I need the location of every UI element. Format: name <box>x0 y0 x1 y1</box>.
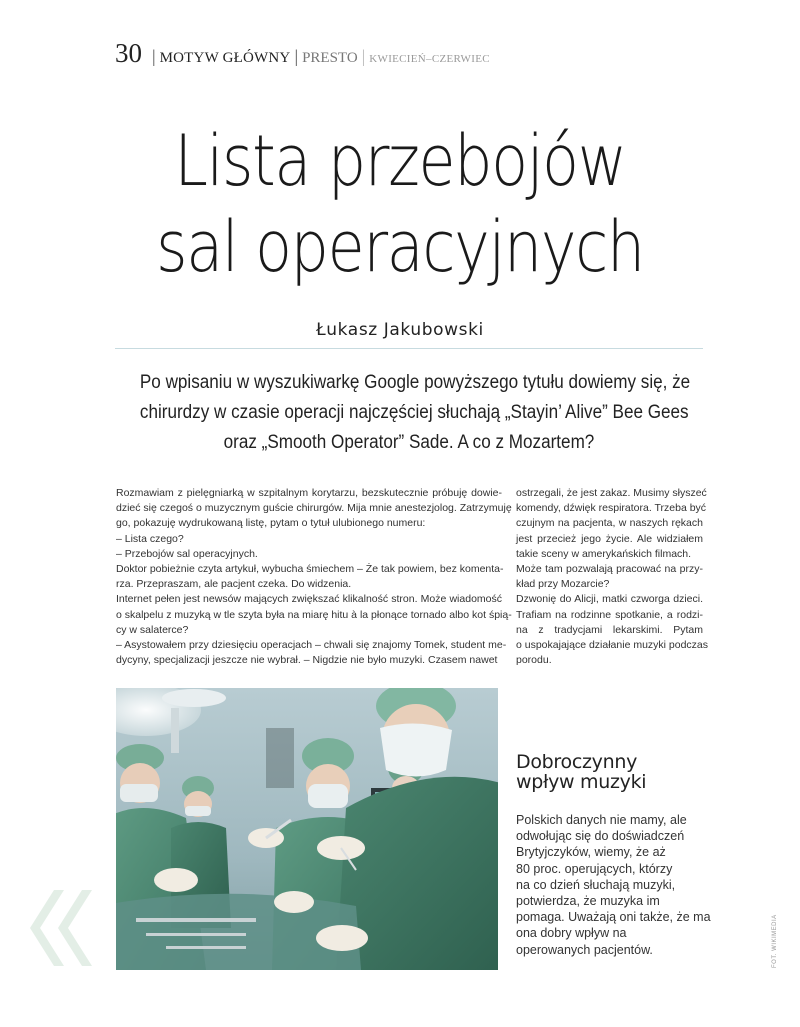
body-line: ostrzegali, że jest zakaz. Musimy słyszeć <box>516 487 707 499</box>
body-line: rza. Przepraszam, ale pacjent czeka. Do widzenia. <box>116 578 352 591</box>
article-title <box>56 118 744 290</box>
article-title-line: Lista przebojów <box>174 120 626 202</box>
header-issue-date: KWIECIEŃ–CZERWIEC <box>369 53 490 65</box>
sidebar-title <box>516 752 716 792</box>
double-chevron-left-icon <box>24 888 94 968</box>
article-title-line: sal operacyjnych <box>156 206 644 288</box>
body-column-1 <box>116 486 512 668</box>
sidebar-line: potwierdza, że muzyka im <box>516 894 660 909</box>
photo-credit: FOT. WIKIMEDIA <box>772 914 778 968</box>
sidebar-line: 80 proc. operujących, którzy <box>516 861 673 876</box>
lead-line: Po wpisaniu w wyszukiwarkę Google powyższego tytułu dowiemy się, że <box>139 372 691 393</box>
header-separator: | <box>294 46 299 66</box>
sidebar-line: pomaga. Uważają oni także, że ma <box>516 910 711 925</box>
header-separator: | <box>361 46 366 66</box>
body-line: kład przy Mozarcie? <box>516 578 610 591</box>
sidebar-title-line: Dobroczynny <box>516 751 638 773</box>
body-line: – Lista czego? <box>116 532 184 545</box>
body-line: Rozmawiam z pielęgniarką w szpitalnym korytarzu, bezskutecznie próbuję dowie- <box>116 487 502 499</box>
sidebar-line: operowanych pacjentów. <box>516 942 653 957</box>
running-header <box>115 38 490 68</box>
divider <box>115 348 703 349</box>
article-author: Łukasz Jakubowski <box>316 320 484 340</box>
sidebar-line: Brytyjczyków, wiemy, że aż <box>516 845 666 860</box>
body-column-2 <box>516 486 709 668</box>
sidebar-text <box>516 812 716 958</box>
header-separator: | <box>152 46 156 66</box>
body-line: – Przebojów sal operacyjnych. <box>116 547 258 560</box>
body-line: – Asystowałem przy dziesięciu operacjach – chwali się znajomy Tomek, student me- <box>116 639 507 652</box>
body-line: na z tradycjami lekarskimi. Pytam <box>516 623 703 636</box>
surgery-photo <box>116 688 498 970</box>
header-section: MOTYW GŁÓWNY <box>159 50 291 66</box>
article-lead <box>110 368 708 458</box>
lead-line: oraz „Smooth Operator” Sade. A co z Mozartem? <box>223 432 595 453</box>
sidebar-line: odwołując się do doświadczeń <box>516 829 685 844</box>
body-line: Dzwonię do Alicji, matki czworga dzieci. <box>516 593 703 606</box>
header-magazine: PRESTO <box>302 50 358 66</box>
lead-line: chirurdzy w czasie operacji najczęściej słuchają „Stayin’ Alive” Bee Gees <box>139 402 689 423</box>
body-line: takie sceny w amerykańskich filmach. <box>516 547 692 560</box>
body-line: o skalpelu z muzyką w tle szyta była na miarę hitu à la płonące tornado albo kot śpią- <box>116 608 512 621</box>
body-line: cy w salaterce? <box>116 623 189 636</box>
sidebar-line: ona dobry wpływ na <box>516 926 627 941</box>
surgery-photo-illustration <box>116 688 498 970</box>
body-line: o uspokajające działanie muzyki podczas <box>516 639 709 652</box>
body-line: porodu. <box>516 654 552 667</box>
sidebar-line: Polskich danych nie mamy, ale <box>516 813 687 827</box>
body-line: czujnym na pacjenta, w naszych rękach <box>516 517 703 530</box>
sidebar-line: na co dzień słuchają muzyki, <box>516 877 676 892</box>
body-line: Doktor pobieżnie czyta artykuł, wybucha śmiechem – Że tak powiem, bez komenta- <box>116 563 504 576</box>
body-line: Internet pełen jest newsów mających zwiększać klikalność stron. Może wiadomość <box>116 593 502 606</box>
body-line: dzieć się czegoś o muzycznym guście chirurgów. Mija mnie anestezjolog. Zatrzymuję <box>116 502 512 515</box>
page-number: 30 <box>115 38 142 68</box>
body-line: dycyny, specjalizacji jeszcze nie wybrał. – Nigdzie nie było muzyki. Czasem nawet <box>116 654 498 667</box>
body-line: komendy, dźwięk respiratora. Trzeba być <box>516 502 707 515</box>
body-line: go, pokazuję wydrukowaną listę, pytam o tytuł ulubionego numeru: <box>116 517 426 530</box>
sidebar-title-line: wpływ muzyki <box>516 771 647 793</box>
body-line: Może tam pozwalają pracować na przy- <box>516 563 703 576</box>
body-line: jest przecież jego życie. Ale widziałem <box>516 532 703 545</box>
body-line: Trafiam na rodzinne spotkanie, a rodzi- <box>516 608 703 621</box>
